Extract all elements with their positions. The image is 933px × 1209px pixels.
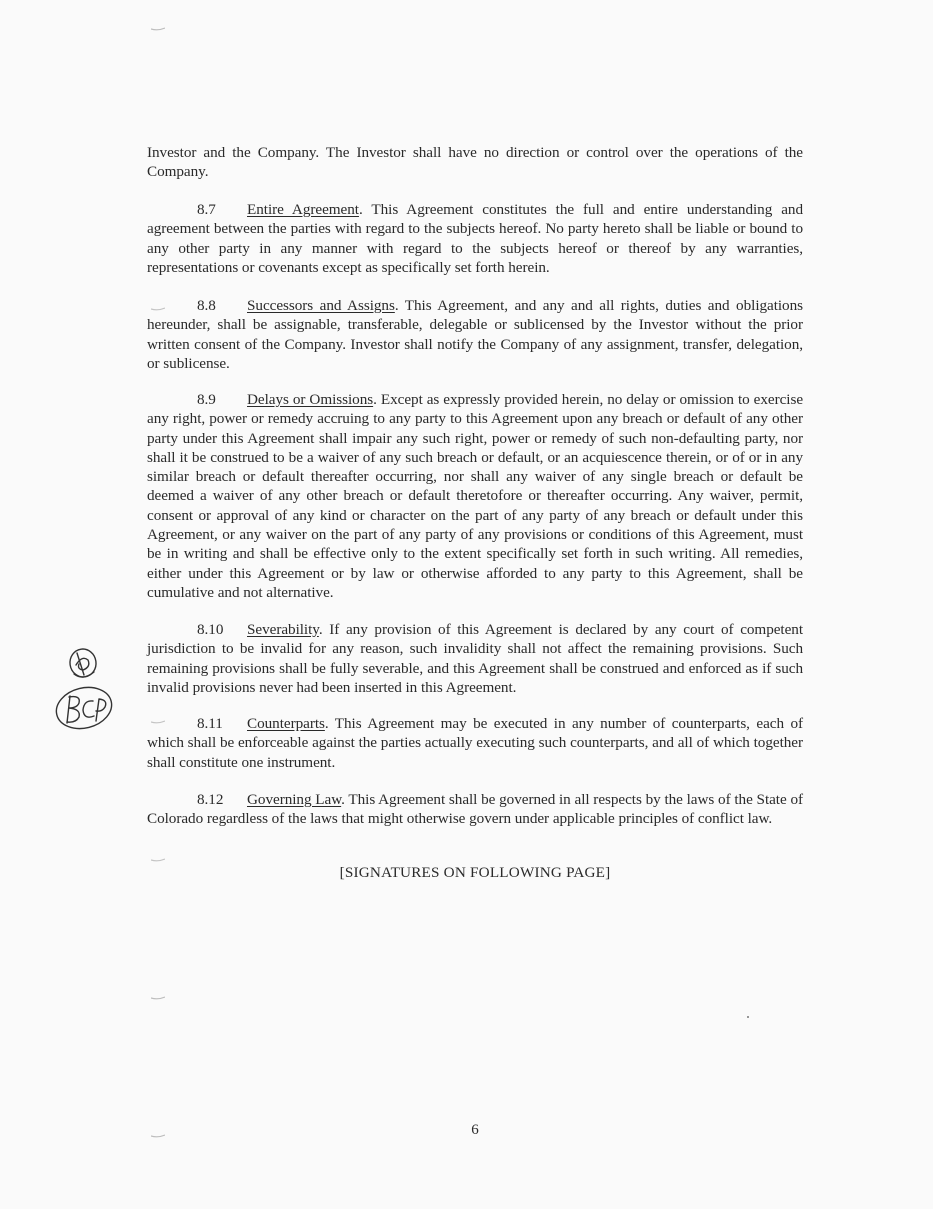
section-body: . If any provision of this Agreement is declared by any court of competent jurisdiction to be invalid for any reason, such invalidity shall not affect the remaining provisions. Such remaining provisions shall be fully severable, and this Agreement shall be construed and enforced as if such invalid provisions never had been inserted in this Agreement. [147,621,803,696]
section-number: 8.7 [197,201,216,218]
signatures-note: [SIGNATURES ON FOLLOWING PAGE] [339,864,611,881]
scan-mark-icon [151,27,165,31]
section-body: . This Agreement shall be governed in all respects by the laws of the State of Colorado regardless of the laws that might otherwise govern under applicable principles of conflict law. [147,791,803,828]
section-8-7 [147,200,803,277]
section-heading: Counterparts [247,715,325,732]
section-8-11 [147,714,803,772]
scan-mark-icon [151,858,165,862]
section-number: 8.9 [197,391,216,408]
section-heading: Governing Law [247,791,342,808]
section-8-9 [147,390,803,602]
section-body: . This Agreement may be executed in any number of counterparts, each of which shall be enforceable against the parties actually executing such counterparts, and all of which together shall constitute one instrument. [147,715,803,771]
section-body: . This Agreement constitutes the full and entire understanding and agreement between the parties with regard to the subjects hereof. No party hereto shall be liable or bound to any other party in any manner with regard to the subjects hereof or thereof by any warranties, representations or covenants except as specifically set forth herein. [147,201,803,276]
continuation-paragraph: Investor and the Company. The Investor shall have no direction or control over the operations of the Company. [147,144,803,181]
section-number: 8.8 [197,297,216,314]
section-heading: Delays or Omissions [247,391,374,408]
section-heading: Severability [247,621,319,638]
section-heading: Successors and Assigns [247,297,395,314]
section-number: 8.12 [197,791,224,808]
section-heading: Entire Agreement [247,201,359,218]
section-body: . Except as expressly provided herein, no delay or omission to exercise any right, power or remedy accruing to any party to this Agreement upon any breach or default of any other party under this Agreement shall impair any such right, power or remedy of such non-defaulting party, nor shall it be construed to be a waiver of any such breach or default, or an acquiescence therein, or of or in any similar breach or default thereafter occurring, nor shall any waiver of any single breach or default be deemed a waiver of any other breach or default theretofore or thereafter occurring. Any waiver, permit, consent or approval of any kind or character on the part of any party of any breach or default under this Agreement, or any waiver on the part of any party of any provisions or conditions of this Agreement, must be in writing and shall be effective only to the extent specifically set forth in such writing. All remedies, either under this Agreement or by law or otherwise afforded to any party to this Agreement, shall be cumulative and not alternative. [147,391,804,601]
page-number: 6 [471,1122,479,1138]
section-number: 8.10 [197,621,224,638]
section-body: . This Agreement, and any and all rights, duties and obligations hereunder, shall be assignable, transferable, delegable or sublicensed by the Investor without the prior written consent of the Company. Investor shall notify the Company of any assignment, transfer, delegation, or sublicense. [147,297,804,372]
scan-mark-icon [151,996,165,1000]
scan-speck [747,1016,749,1018]
handwritten-initials-icon [50,645,116,733]
section-8-8 [147,296,803,373]
section-8-10 [147,620,803,697]
section-8-12 [147,790,803,829]
section-number: 8.11 [197,715,223,732]
